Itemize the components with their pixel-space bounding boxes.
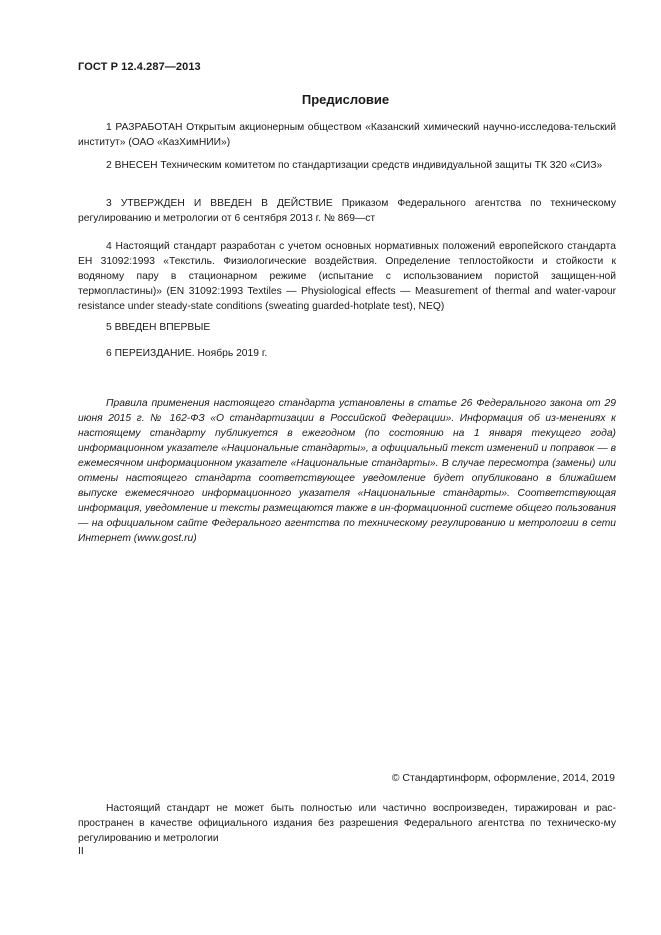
- footer-note-text: Настоящий стандарт не может быть полностью или частично воспроизведен, тиражирован и рас-пространен в качестве официального издания без разрешения Федерального агентства по техническо-му регулированию и метрологии: [78, 803, 616, 844]
- notice-text: Правила применения настоящего стандарта установлены в статье 26 Федерального закона от 29 июня 2015 г. № 162-ФЗ «О стандартизации в Российской Федерации». Информация об из-менениях к настоящему стандарту публикуется в ежегодном (по состоянию на 1 января текущего года) информационном указателе «Национальные стандарты», а официальный текст изменений и поправок — в ежемесячном информационном указателе «Национальные стандарты». В случае пересмотра (замены) или отмены настоящего стандарта соответствующее уведомление будет опубликовано в ближайшем выпуске ежемесячного информационного указателя «Национальные стандарты». Соответствующая информация, уведомление и тексты размещаются также в ин-формационной системе общего пользования — на официальном сайте Федерального агентства по техническому регулированию и метрологии в сети Интернет (www.gost.ru): [78, 398, 616, 544]
- copyright-line: © Стандартинформ, оформление, 2014, 2019: [391, 772, 615, 784]
- standard-application-notice: [78, 396, 616, 546]
- foreword-item-text: 6 ПЕРЕИЗДАНИЕ. Ноябрь 2019 г.: [106, 348, 268, 359]
- page-title: Предисловие: [301, 92, 390, 107]
- foreword-item-text: 4 Настоящий стандарт разработан с учетом основных нормативных положений европейского стандарта ЕН 31092:1993 «Текстиль. Физиологические воздействия. Определение теплостойкости и стойкости к водяному пару в стационарном режиме (испытание с использованием пористой защищен-ной термопластины)» (EN 31092:1993 Textiles — Physiological effects — Measurement of thermal and water-vapour resistance under steady-state conditions (sweating guarded-hotplate test), NEQ): [78, 241, 616, 312]
- foreword-item-1: [78, 120, 616, 150]
- foreword-item-4: [78, 239, 616, 314]
- foreword-item-text: 5 ВВЕДЕН ВПЕРВЫЕ: [106, 322, 211, 333]
- foreword-item-5: [78, 320, 616, 335]
- reproduction-restriction-note: [78, 801, 616, 846]
- foreword-item-2: [78, 158, 616, 173]
- foreword-item-6: [78, 346, 616, 361]
- foreword-item-3: [78, 196, 616, 226]
- foreword-item-text: 2 ВНЕСЕН Техническим комитетом по стандартизации средств индивидуальной защиты ТК 320 «СИЗ»: [106, 160, 603, 171]
- page-number: II: [78, 845, 84, 857]
- foreword-item-text: 1 РАЗРАБОТАН Открытым акционерным обществом «Казанский химический научно-исследова-тельский институт» (ОАО «КазХимНИИ»): [78, 122, 616, 148]
- document-code: ГОСТ Р 12.4.287—2013: [78, 61, 201, 73]
- foreword-item-text: 3 УТВЕРЖДЕН И ВВЕДЕН В ДЕЙСТВИЕ Приказом Федерального агентства по техническому регулированию и метрологии от 6 сентября 2013 г. № 869—ст: [78, 198, 616, 224]
